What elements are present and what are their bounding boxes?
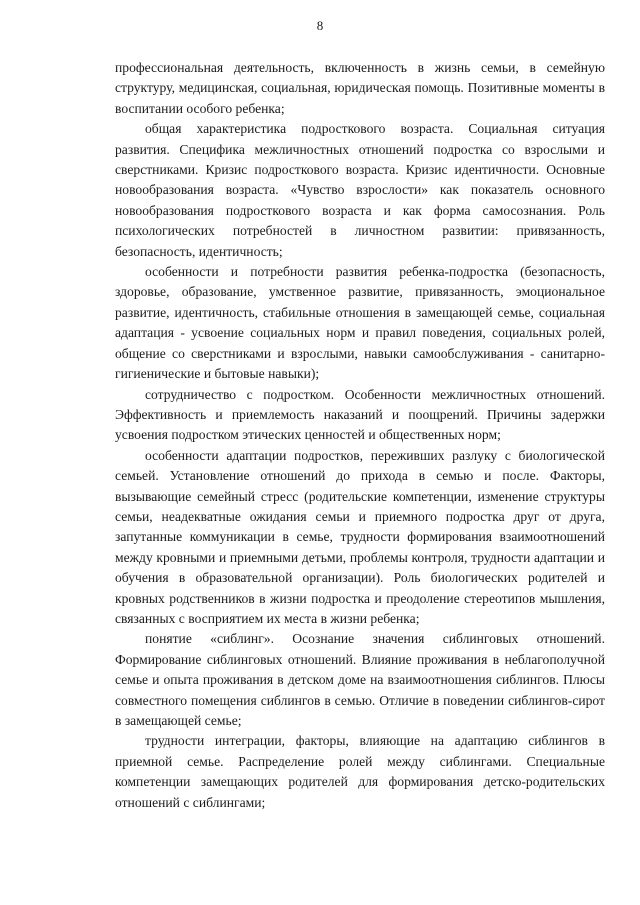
paragraph-adolescent-adaptation: особенности адаптации подростков, переживших разлуку с биологической семьей. Установление отношений до прихода в семью и после. Факторы, вызывающие семейный стресс (родительские компетенции, изменение структуры семьи, неадекватные ожидания семьи и приемного подростка друг от друга, запутанные коммуникации в семье, трудности формирования взаимоотношений между кровными и приемными детьми, проблемы контроля, трудности адаптации и обучения в образовательной организации). Роль биологических родителей и кровных родственников в жизни подростка и преодоление стереотипов мышления, связанных с восприятием их места в жизни ребенка;	[115, 447, 605, 626]
paragraph-adolescent-development-needs: особенности и потребности развития ребенка-подростка (безопасность, здоровье, образование, умственное развитие, привязанность, эмоциональное развитие, идентичность, стабильные отношения в замещающей семье, социальная адаптация - усвоение социальных норм и правил поведения, социальных ролей, общение со сверстниками и взрослыми, навыки самообслуживания - санитарно-гигиенические и бытовые навыки);	[115, 264, 605, 382]
page-number: 8	[316, 18, 324, 33]
paragraph-cooperation-with-adolescent: сотрудничество с подростком. Особенности межличностных отношений. Эффективность и приемлемость наказаний и поощрений. Причины задержки усвоения подростком этических ценностей и общественных норм;	[115, 386, 605, 443]
paragraph-professional-activity: профессиональная деятельность, включенность в жизнь семьи, в семейную структуру, медицинская, социальная, юридическая помощь. Позитивные моменты в воспитании особого ребенка;	[115, 60, 605, 116]
paragraph-sibling-concept: понятие «сиблинг». Осознание значения сиблинговых отношений. Формирование сиблинговых отношений. Влияние проживания в неблагополучной семье и опыта проживания в детском доме на взаимоотношения сиблингов. Плюсы совместного помещения сиблингов в семью. Отличие в поведении сиблингов-сирот в замещающей семье;	[115, 631, 605, 728]
document-body	[115, 58, 605, 813]
paragraph-adolescent-age-characteristics: общая характеристика подросткового возраста. Социальная ситуация развития. Специфика межличностных отношений подростка со взрослыми и сверстниками. Кризис подросткового возраста. Кризис идентичности. Основные новообразования возраста. «Чувство взрослости» как показатель основного новообразования подросткового возраста и как форма самосознания. Роль психологических потребностей в личностном развитии: привязанность, безопасность, идентичность;	[115, 121, 605, 259]
paragraph-sibling-integration: трудности интеграции, факторы, влияющие на адаптацию сиблингов в приемной семье. Распределение ролей между сиблингами. Специальные компетенции замещающих родителей для формирования детско-родительских отношений с сиблингами;	[115, 733, 605, 810]
